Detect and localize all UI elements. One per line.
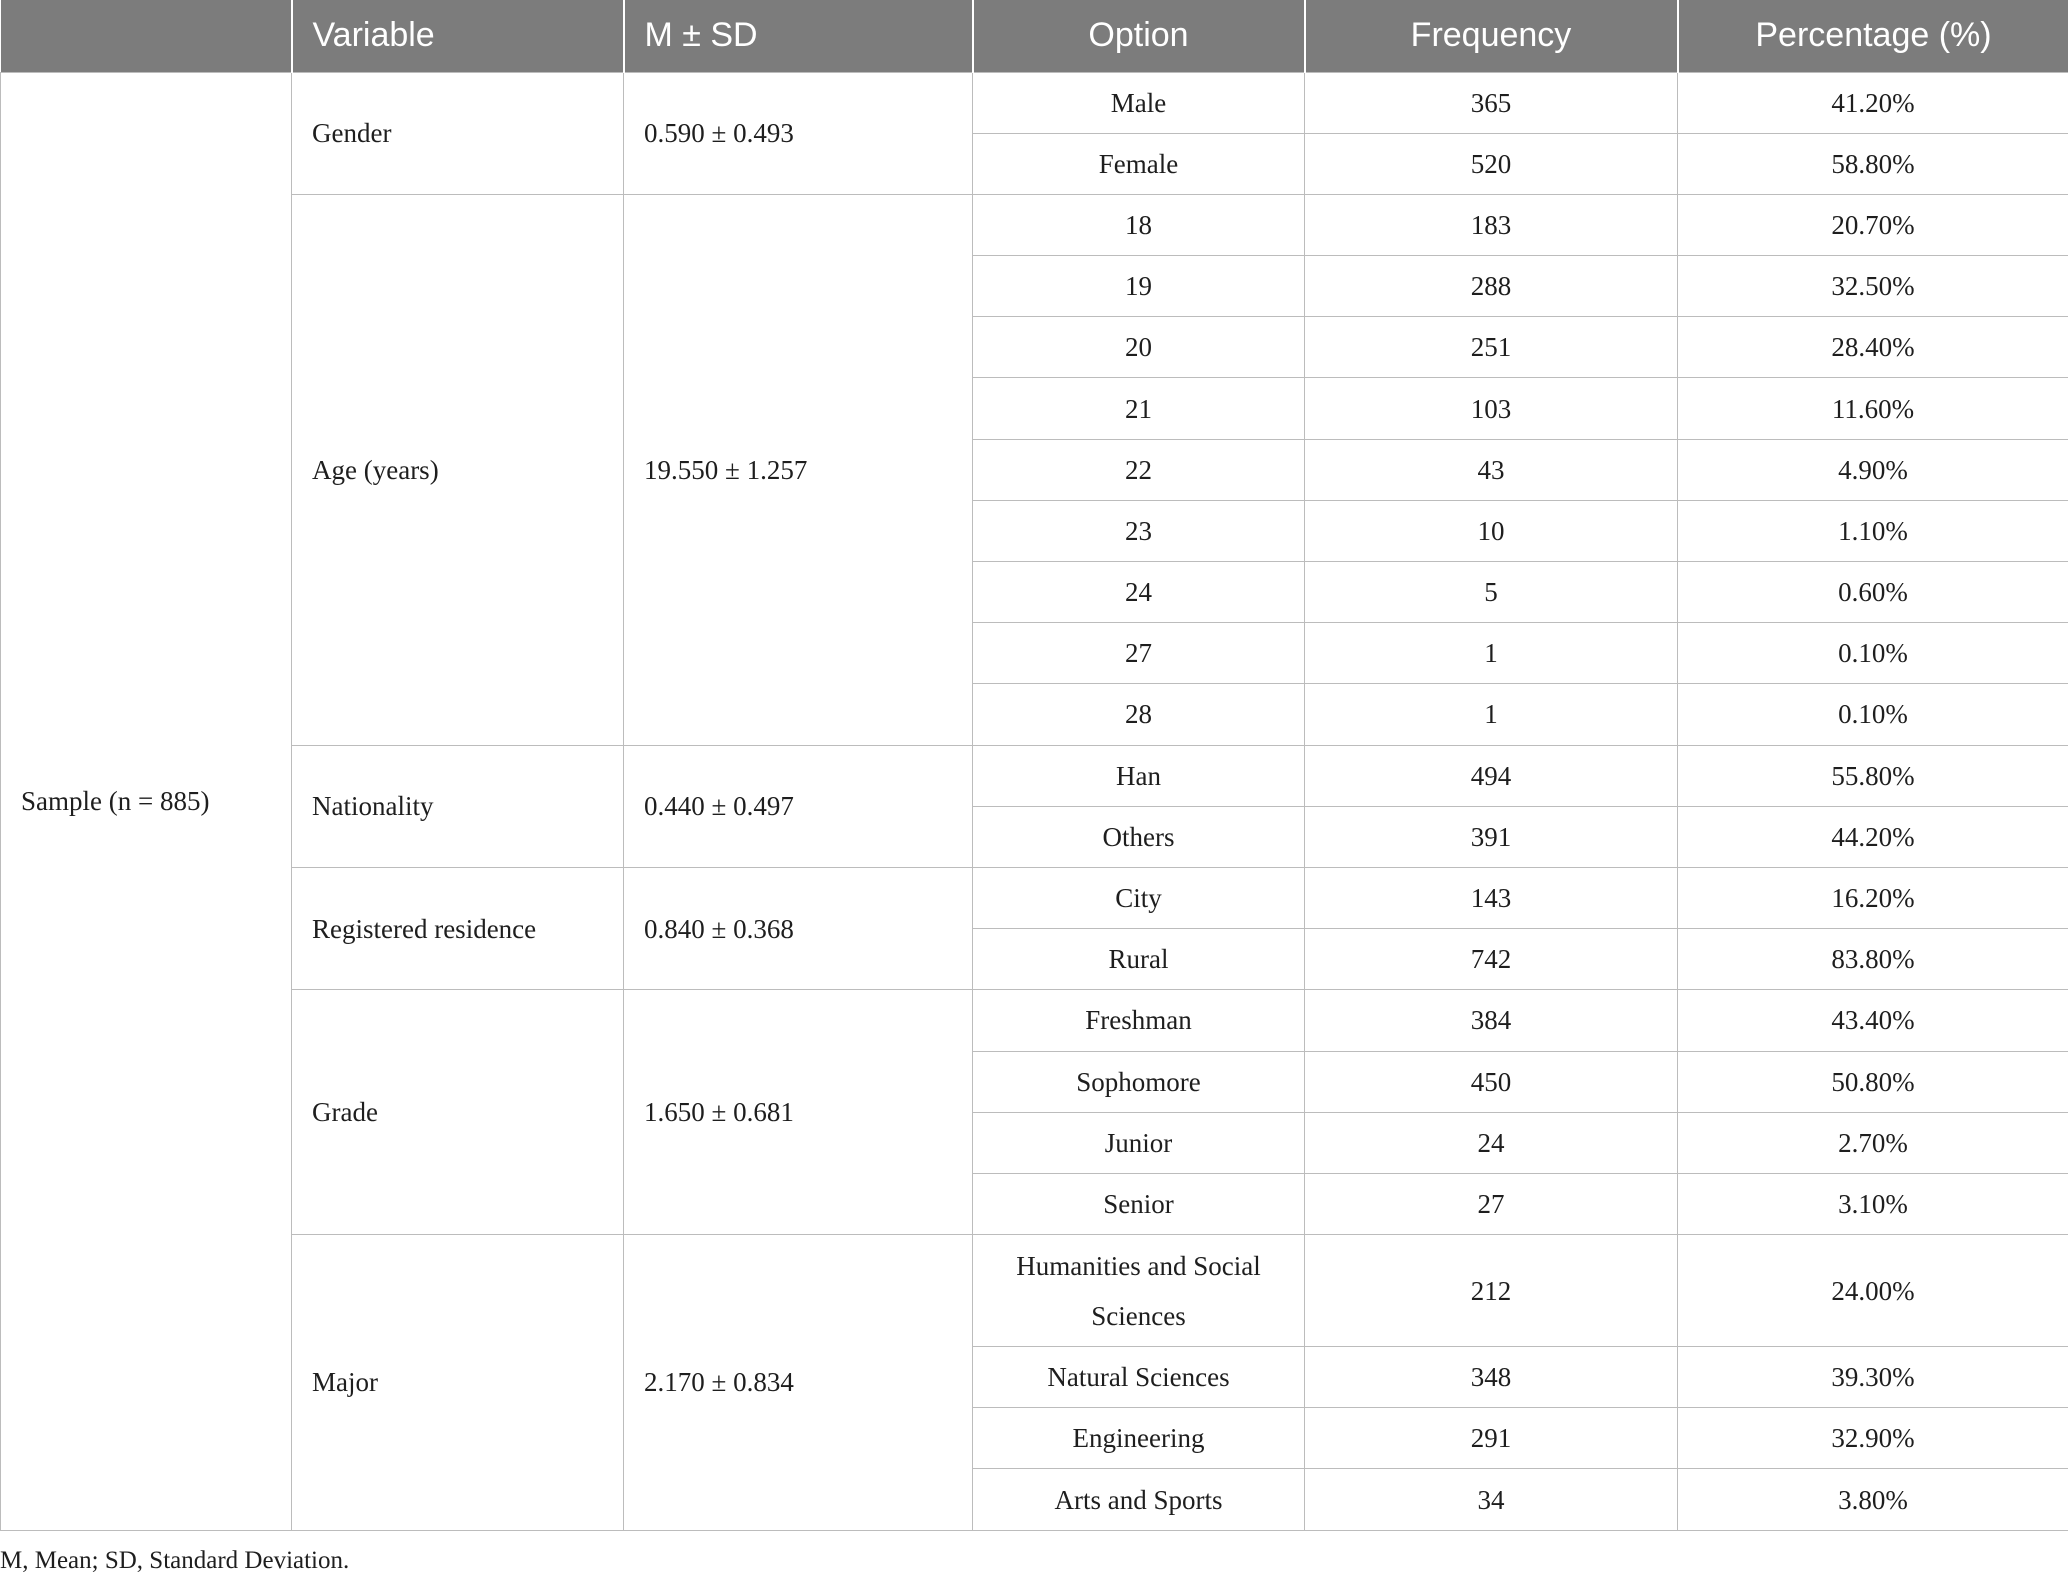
percentage-cell: 55.80% <box>1678 745 2068 806</box>
header-row <box>1 0 2068 72</box>
header-msd: M ± SD <box>624 0 973 72</box>
percentage-cell: 32.50% <box>1678 256 2068 317</box>
msd-cell: 0.840 ± 0.368 <box>624 867 973 989</box>
variable-cell: Age (years) <box>292 194 624 745</box>
frequency-cell: 494 <box>1305 745 1678 806</box>
frequency-cell: 742 <box>1305 929 1678 990</box>
option-cell: Natural Sciences <box>973 1347 1305 1408</box>
frequency-cell: 10 <box>1305 500 1678 561</box>
option-cell: Male <box>973 72 1305 133</box>
frequency-cell: 24 <box>1305 1112 1678 1173</box>
percentage-cell: 28.40% <box>1678 317 2068 378</box>
table-row <box>1 1235 2068 1347</box>
variable-cell: Grade <box>292 990 624 1235</box>
percentage-cell: 50.80% <box>1678 1051 2068 1112</box>
percentage-cell: 3.10% <box>1678 1173 2068 1234</box>
variable-cell: Gender <box>292 72 624 194</box>
option-cell: Engineering <box>973 1408 1305 1469</box>
msd-cell: 0.590 ± 0.493 <box>624 72 973 194</box>
percentage-cell: 44.20% <box>1678 806 2068 867</box>
msd-cell: 0.440 ± 0.497 <box>624 745 973 867</box>
msd-cell: 1.650 ± 0.681 <box>624 990 973 1235</box>
header-option: Option <box>973 0 1305 72</box>
option-cell: Han <box>973 745 1305 806</box>
table-row <box>1 72 2068 133</box>
option-cell: 28 <box>973 684 1305 745</box>
msd-cell: 19.550 ± 1.257 <box>624 194 973 745</box>
percentage-cell: 24.00% <box>1678 1235 2068 1347</box>
option-cell: Senior <box>973 1173 1305 1234</box>
header-frequency: Frequency <box>1305 0 1678 72</box>
header-percentage: Percentage (%) <box>1678 0 2068 72</box>
frequency-cell: 291 <box>1305 1408 1678 1469</box>
frequency-cell: 27 <box>1305 1173 1678 1234</box>
table-footnote: M, Mean; SD, Standard Deviation. <box>0 1547 350 1574</box>
option-cell: Sophomore <box>973 1051 1305 1112</box>
option-cell: Humanities and Social Sciences <box>973 1235 1305 1347</box>
frequency-cell: 1 <box>1305 684 1678 745</box>
option-cell: Others <box>973 806 1305 867</box>
frequency-cell: 288 <box>1305 256 1678 317</box>
option-cell: 23 <box>973 500 1305 561</box>
frequency-cell: 1 <box>1305 623 1678 684</box>
frequency-cell: 251 <box>1305 317 1678 378</box>
percentage-cell: 11.60% <box>1678 378 2068 439</box>
option-cell: Female <box>973 133 1305 194</box>
percentage-cell: 0.60% <box>1678 562 2068 623</box>
option-cell: Arts and Sports <box>973 1469 1305 1530</box>
option-cell: 19 <box>973 256 1305 317</box>
msd-cell: 2.170 ± 0.834 <box>624 1235 973 1531</box>
option-cell: 21 <box>973 378 1305 439</box>
percentage-cell: 58.80% <box>1678 133 2068 194</box>
frequency-cell: 143 <box>1305 867 1678 928</box>
frequency-cell: 183 <box>1305 194 1678 255</box>
percentage-cell: 3.80% <box>1678 1469 2068 1530</box>
frequency-cell: 391 <box>1305 806 1678 867</box>
option-cell: 22 <box>973 439 1305 500</box>
percentage-cell: 1.10% <box>1678 500 2068 561</box>
percentage-cell: 43.40% <box>1678 990 2068 1051</box>
percentage-cell: 41.20% <box>1678 72 2068 133</box>
percentage-cell: 83.80% <box>1678 929 2068 990</box>
frequency-cell: 103 <box>1305 378 1678 439</box>
option-cell: 20 <box>973 317 1305 378</box>
frequency-cell: 5 <box>1305 562 1678 623</box>
table-row <box>1 194 2068 255</box>
table-row <box>1 990 2068 1051</box>
variable-cell: Nationality <box>292 745 624 867</box>
header-variable: Variable <box>292 0 624 72</box>
frequency-cell: 384 <box>1305 990 1678 1051</box>
table-body <box>1 72 2068 1530</box>
variable-cell: Registered residence <box>292 867 624 989</box>
percentage-cell: 20.70% <box>1678 194 2068 255</box>
percentage-cell: 39.30% <box>1678 1347 2068 1408</box>
percentage-cell: 16.20% <box>1678 867 2068 928</box>
option-cell: Rural <box>973 929 1305 990</box>
percentage-cell: 4.90% <box>1678 439 2068 500</box>
frequency-cell: 43 <box>1305 439 1678 500</box>
sample-cell: Sample (n = 885) <box>1 72 292 1530</box>
percentage-cell: 32.90% <box>1678 1408 2068 1469</box>
frequency-cell: 348 <box>1305 1347 1678 1408</box>
option-cell: 27 <box>973 623 1305 684</box>
percentage-cell: 0.10% <box>1678 684 2068 745</box>
variable-cell: Major <box>292 1235 624 1531</box>
frequency-cell: 212 <box>1305 1235 1678 1347</box>
frequency-cell: 34 <box>1305 1469 1678 1530</box>
frequency-cell: 365 <box>1305 72 1678 133</box>
percentage-cell: 2.70% <box>1678 1112 2068 1173</box>
frequency-cell: 520 <box>1305 133 1678 194</box>
option-cell: Freshman <box>973 990 1305 1051</box>
option-cell: 18 <box>973 194 1305 255</box>
table-header <box>1 0 2068 72</box>
frequency-cell: 450 <box>1305 1051 1678 1112</box>
header-blank <box>1 0 292 72</box>
percentage-cell: 0.10% <box>1678 623 2068 684</box>
option-cell: 24 <box>973 562 1305 623</box>
option-cell: City <box>973 867 1305 928</box>
table-row <box>1 867 2068 928</box>
table-row <box>1 745 2068 806</box>
option-cell: Junior <box>973 1112 1305 1173</box>
